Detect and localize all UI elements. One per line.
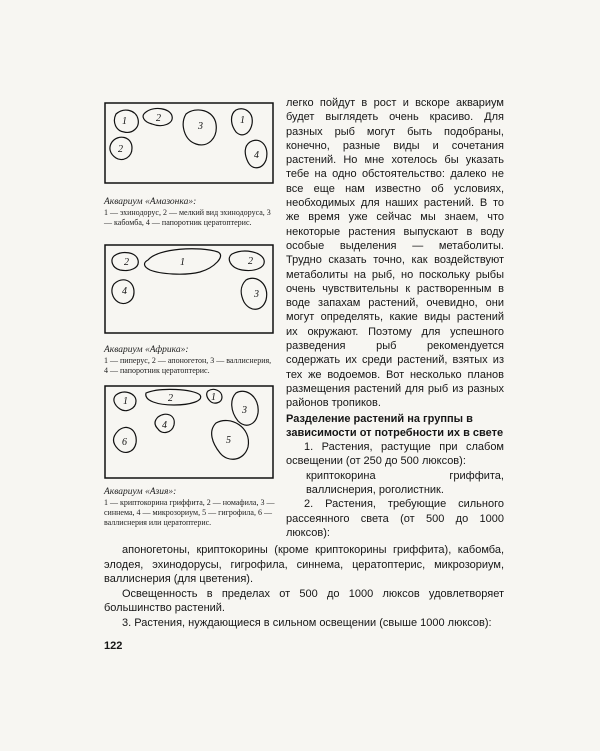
figure-title: Аквариум «Африка»: <box>104 345 189 355</box>
section-heading: Разделение растений на группы в зависимости от потребности их в свете <box>286 412 504 439</box>
light-note: Освещенность в пределах от 500 до 1000 люксов удовлетворяет большинство растений. <box>104 587 504 614</box>
group-2-title: 2. Растения, требующие сильного рассеянного света (от 500 до 1000 люксов): <box>286 498 504 539</box>
intro-paragraph: легко пойдут в рост и вскоре аквариум будет выглядеть очень красиво. Для разных рыб могут быть подобраны, конечно, разные виды и сочетания растений. Но мне хотелось бы указать тебе на одно обстоятельство: далеко не все еще нам известно об условиях, необходимых для наших растений. В то же время уже сейчас мы знаем, что некоторые растения выпускают в воду особые выделения — метаболиты. Трудно сказать точно, как воздействуют метаболиты на рыб, но поскольку рыбы очень чувствительны к растворенным в воде запахам растений, очевидно, они могут определять, какие виды растений их окружают. Поэтому для успешного разведения рыб рекомендуется содержать их среди растений, взятых из тех же водоемов. Вот несколько планов размещения растений для рыб из разных районов тропиков. <box>286 97 504 410</box>
plant-label: 2 <box>118 144 123 155</box>
page-number: 122 <box>104 640 123 652</box>
plant-label: 6 <box>122 437 127 448</box>
aquarium-asia-diagram <box>104 385 274 479</box>
figure-caption <box>104 196 276 228</box>
plant-label: 4 <box>162 420 167 431</box>
group-1-list: криптокорина гриффита, валлиснерия, роголистник. <box>306 469 504 497</box>
plant-label: 4 <box>122 286 127 297</box>
figure-caption <box>104 486 276 528</box>
group-3-title: 3. Растения, нуждающиеся в сильном освещении (свыше 1000 люксов): <box>122 616 492 629</box>
plant-label: 3 <box>254 289 259 300</box>
plant-label: 1 <box>180 257 185 268</box>
plant-label: 3 <box>242 405 247 416</box>
plant-label: 2 <box>248 256 253 267</box>
group-2-list: апоногетоны, криптокорины (кроме криптокорины гриффита), кабомба, элодея, эхинодорусы, гигрофила, синнема, цератоптерис, микрозориум, валлиснерия (для цветения). <box>104 544 504 585</box>
plant-label: 4 <box>254 150 259 161</box>
plant-label: 2 <box>124 257 129 268</box>
plant-label: 1 <box>211 392 216 403</box>
plant-label: 5 <box>226 435 231 446</box>
figure-legend: 1 — эхинодорус, 2 — мелкий вид эхинодоруса, 3 — кабомба, 4 — папоротник цератоптерис. <box>104 208 271 227</box>
figure-legend: 1 — криптокорина гриффита, 2 — номафила, 3 — синнема, 4 — микрозориум, 5 — гигрофила, 6 — валлиснерия или цератоптерис. <box>104 498 275 527</box>
aquarium-amazon-diagram <box>104 102 274 184</box>
plant-label: 2 <box>156 113 161 124</box>
figure-caption <box>104 344 276 376</box>
full-width-text <box>104 543 504 630</box>
aquarium-africa-diagram <box>104 244 274 334</box>
figure-title: Аквариум «Азия»: <box>104 487 177 497</box>
plant-label: 3 <box>198 121 203 132</box>
main-text-column <box>286 96 504 540</box>
plant-label: 2 <box>168 393 173 404</box>
figure-title: Аквариум «Амазонка»: <box>104 197 197 207</box>
group-1-title: 1. Растения, растущие при слабом освещении (от 250 до 500 люксов): <box>286 441 504 468</box>
plant-label: 1 <box>123 396 128 407</box>
plant-label: 1 <box>122 116 127 127</box>
figure-legend: 1 — пиперус, 2 — апоногетон, 3 — валлиснерия, 4 — папоротник цератоптерис. <box>104 356 272 375</box>
plant-label: 1 <box>240 115 245 126</box>
